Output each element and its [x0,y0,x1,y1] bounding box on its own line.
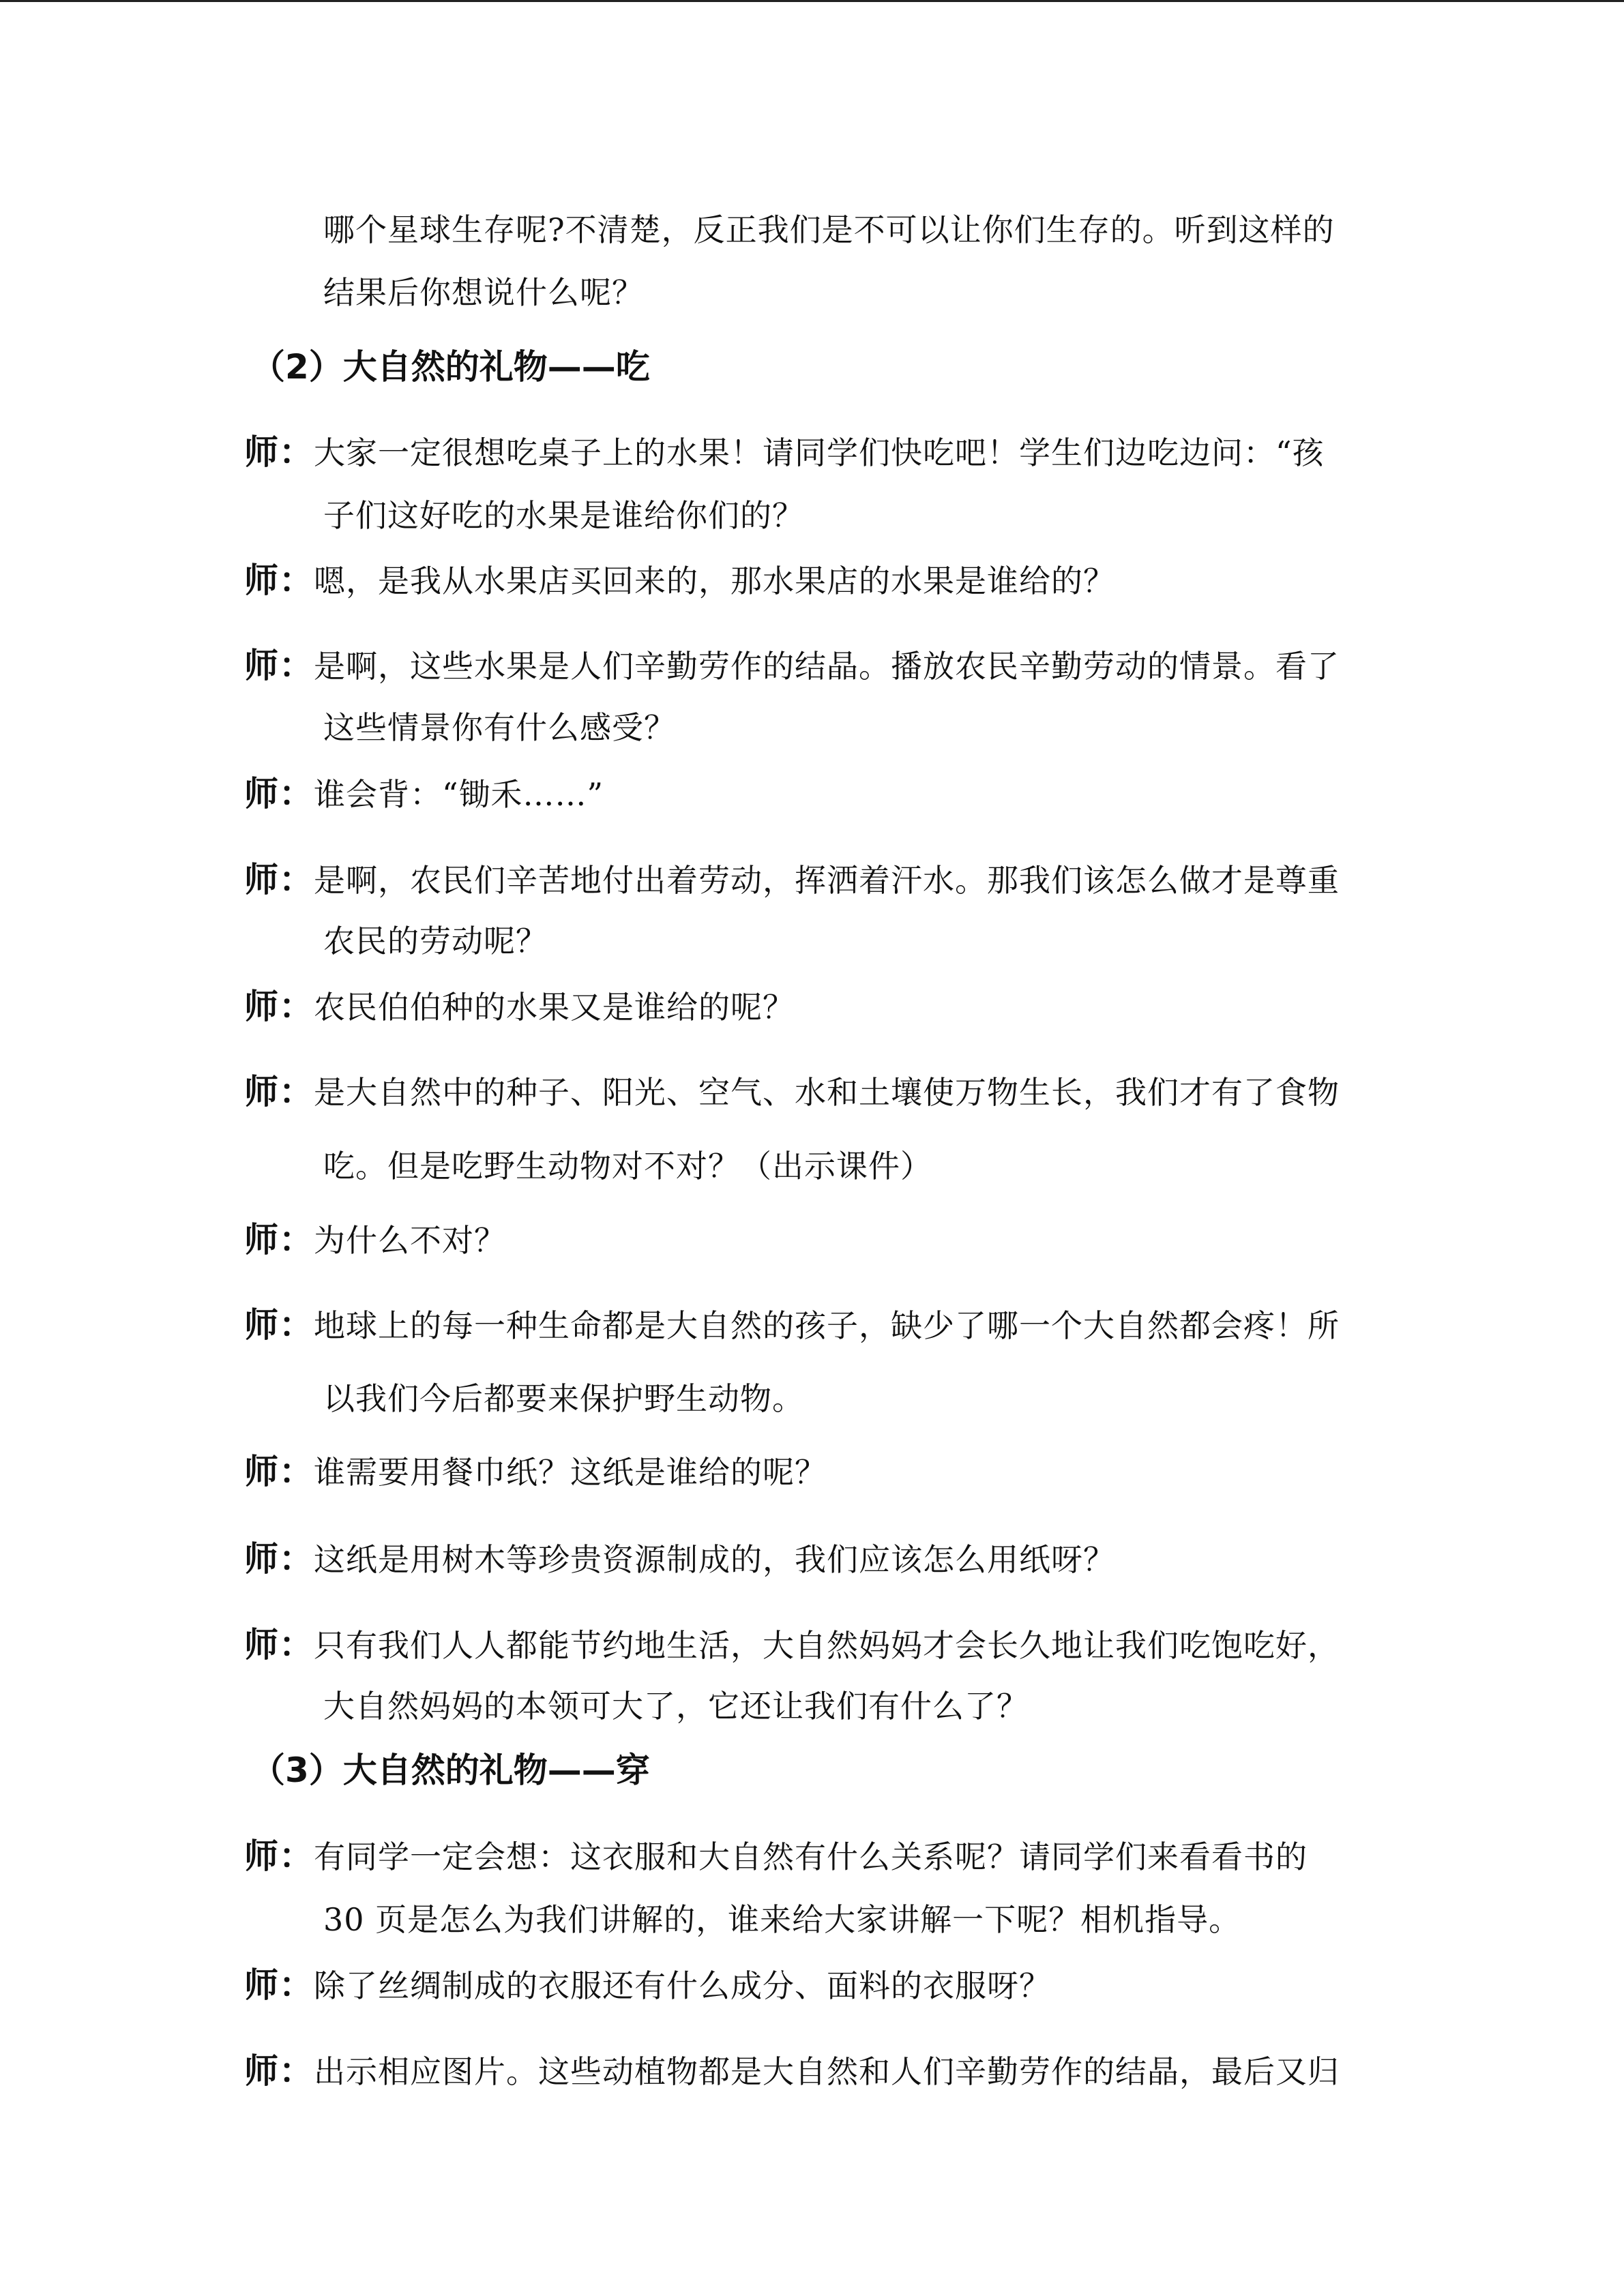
dialogue-text: 有同学一定会想：这衣服和大自然有什么关系呢？请同学们来看看书的 [314,1838,1308,1875]
paragraph-line: 结果后你想说什么呢？ [323,274,644,311]
dialogue-item [244,1221,506,1259]
speaker-label: 师： [244,1305,314,1345]
speaker-label: 师： [244,1539,314,1579]
speaker-label: 师： [244,860,314,899]
dialogue-text: 这纸是用树木等珍贵资源制成的，我们应该怎么用纸呀？ [314,1541,1115,1578]
speaker-label: 师： [244,774,314,814]
section-heading: （3）大自然的礼物——穿 [251,1750,650,1790]
dialogue-text: 地球上的每一种生命都是大自然的孩子，缺少了哪一个大自然都会疼！所 [314,1307,1340,1344]
dialogue-item [244,646,1340,685]
speaker-label: 师： [244,1965,314,2005]
speaker-label: 师： [244,1836,314,1876]
dialogue-continuation: 这些情景你有什么感受？ [323,709,676,746]
speaker-label: 师： [244,432,314,472]
dialogue-continuation: 农民的劳动呢？ [323,923,548,959]
dialogue-item [244,433,1325,472]
speaker-label: 师： [244,1452,314,1491]
dialogue-text: 是大自然中的种子、阳光、空气、水和土壤使万物生长，我们才有了食物 [314,1074,1340,1111]
speaker-label: 师： [244,646,314,685]
dialogue-item [244,1073,1340,1112]
dialogue-continuation: 吃。但是吃野生动物对不对？（出示课件） [323,1148,932,1184]
dialogue-continuation: 子们这好吃的水果是谁给你们的？ [323,497,804,534]
dialogue-item [244,775,604,814]
paragraph-line: 哪个星球生存呢?不清楚，反正我们是不可以让你们生存的。听到这样的 [323,211,1335,248]
dialogue-continuation: 30 页是怎么为我们讲解的，谁来给大家讲解一下呢？相机指导。 [323,1901,1241,1938]
dialogue-item [244,1452,827,1491]
dialogue-continuation: 大自然妈妈的本领可大了，它还让我们有什么了？ [323,1688,1029,1725]
dialogue-item [244,861,1340,899]
dialogue-item [244,2052,1340,2091]
dialogue-text: 出示相应图片。这些动植物都是大自然和人们辛勤劳作的结晶，最后又归 [314,2053,1340,2090]
speaker-label: 师： [244,2051,314,2091]
dialogue-item [244,1966,1051,2005]
dialogue-text: 农民伯伯种的水果又是谁给的呢？ [314,989,795,1026]
dialogue-item [244,1540,1115,1579]
dialogue-text: 是啊，这些水果是人们辛勤劳作的结晶。播放农民辛勤劳动的情景。看了 [314,648,1340,685]
section-heading: （2）大自然的礼物——吃 [251,347,650,387]
speaker-label: 师： [244,987,314,1026]
dialogue-item [244,561,1115,600]
dialogue-item [244,1306,1340,1345]
dialogue-text: 谁需要用餐巾纸？这纸是谁给的呢？ [314,1454,827,1491]
dialogue-text: 为什么不对？ [314,1222,506,1259]
dialogue-text: 谁会背：“锄禾……” [314,776,604,813]
dialogue-item [244,987,795,1026]
dialogue-text: 只有我们人人都能节约地生活，大自然妈妈才会长久地让我们吃饱吃好， [314,1627,1340,1664]
dialogue-item [244,1837,1308,1876]
dialogue-item [244,1626,1340,1665]
dialogue-text: 大家一定很想吃桌子上的水果！请同学们快吃吧！学生们边吃边问：“孩 [314,434,1325,471]
dialogue-text: 是啊，农民们辛苦地付出着劳动，挥洒着汗水。那我们该怎么做才是尊重 [314,862,1340,899]
speaker-label: 师： [244,1625,314,1665]
dialogue-text: 嗯，是我从水果店买回来的，那水果店的水果是谁给的？ [314,563,1115,599]
dialogue-text: 除了丝绸制成的衣服还有什么成分、面料的衣服呀？ [314,1967,1051,2004]
dialogue-continuation: 以我们今后都要来保护野生动物。 [323,1380,804,1417]
speaker-label: 师： [244,1220,314,1259]
speaker-label: 师： [244,561,314,600]
page-top-border [0,0,1624,2]
speaker-label: 师： [244,1072,314,1112]
